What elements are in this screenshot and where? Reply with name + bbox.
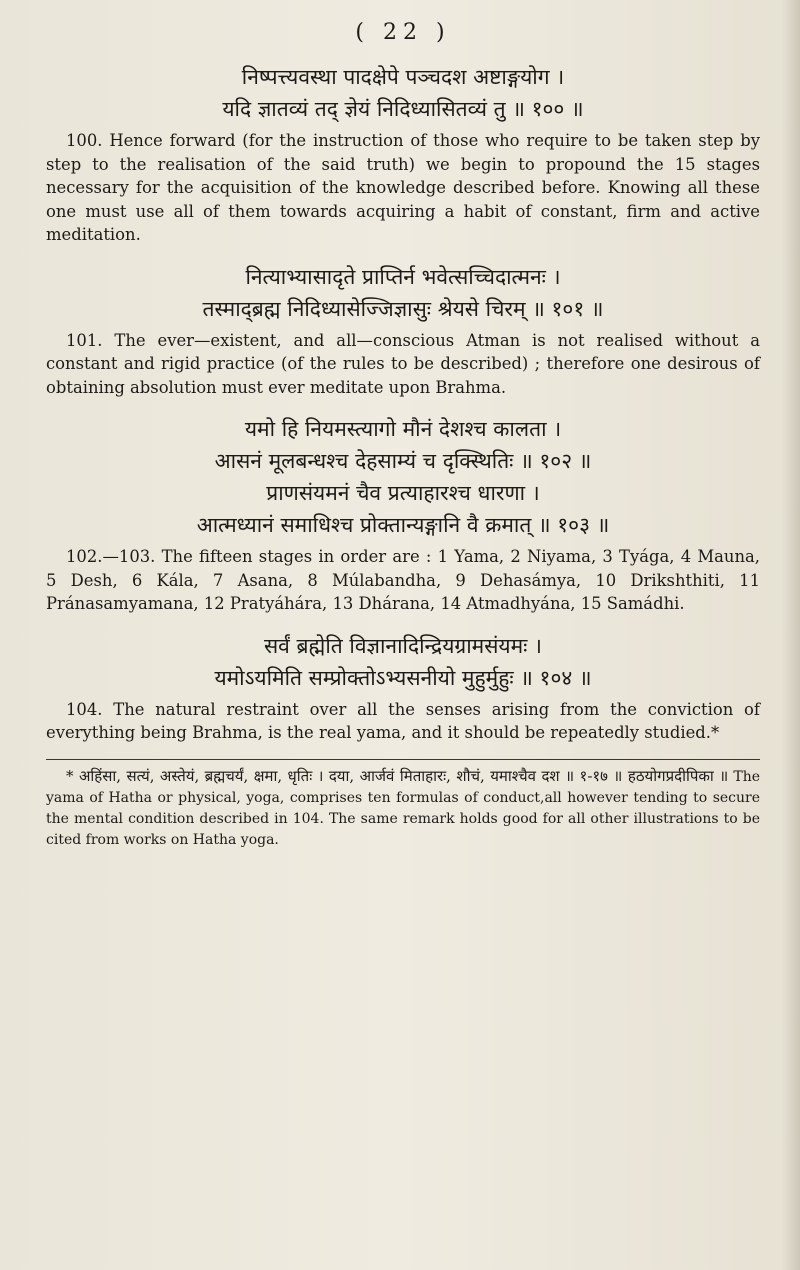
verse-block-101	[46, 261, 760, 400]
verse-line: प्राणसंयमनं चैव प्रत्याहारश्च धारणा ।	[266, 481, 540, 505]
footnote-english: The yama of Hatha or physical, yoga, comprises ten formulas of conduct,all however tending to secure the mental condition described in 104. The same remark holds good for all other illustrations to be cited from works on Hatha yoga.	[46, 768, 760, 848]
verse-line: यमो हि नियमस्त्यागो मौनं देशश्च कालता ।	[244, 417, 562, 441]
page-number: ( 22 )	[355, 20, 451, 45]
verse-line: सर्वं ब्रह्मेति विज्ञानादिन्द्रियग्रामसंयमः ।	[263, 633, 543, 658]
translation-paragraph: 100. Hence forward (for the instruction of those who require to be taken step by step to the realisation of the said truth) we begin to propound the 15 stages necessary for the acquisition of the knowledge described before. Knowing all these one must use all of them towards acquiring a habit of constant, firm and active meditation.	[46, 131, 760, 244]
verse-line: आसनं मूलबन्धश्च देहसाम्यं च दृक्स्थितिः ॥ १०२ ॥	[214, 449, 592, 473]
sanskrit-verse	[46, 61, 760, 125]
verse-line: आत्मध्यानं समाधिश्च प्रोक्तान्यङ्गानि वै क्रमात् ॥ १०३ ॥	[196, 513, 610, 537]
sanskrit-verse	[46, 261, 760, 325]
verse-line: नित्याभ्यासादृते प्राप्तिर्न भवेत्सच्चिदात्मनः ।	[245, 264, 561, 289]
translation-paragraph: 102.—103. The fifteen stages in order are : 1 Yama, 2 Niyama, 3 Tyága, 4 Mauna, 5 Desh, 6 Kála, 7 Asana, 8 Múlabandha, 9 Dehasámya, 10 Drikshthiti, 11 Pránasamyamana, 12 Pratyáhára, 13 Dhárana, 14 Atmadhyána, 15 Samádhi.	[46, 547, 760, 613]
footnote-text	[46, 766, 760, 851]
translation-paragraph: 101. The ever—existent, and all—conscious Atman is not realised without a constant and rigid practice (of the rules to be described) ; therefore one desirous of obtaining absolution must ever meditate upon Brahma.	[46, 330, 760, 397]
verse-line: यदि ज्ञातव्यं तद् ज्ञेयं निदिध्यासितव्यं तु ॥ १०० ॥	[222, 97, 584, 121]
footnote-sanskrit: * अहिंसा, सत्यं, अस्तेयं, ब्रह्मचर्यं, क्षमा, धृतिः । दया, आर्जवं मिताहारः, शौचं, यमाश्चैव दश ॥ १-१७ ॥ हठयोगप्रदीपिका ॥	[66, 766, 729, 785]
translation-paragraph: 104. The natural restraint over all the senses arising from the conviction of everything being Brahma, is the real yama, and it should be repeatedly studied.*	[46, 699, 760, 742]
page-edge-shadow	[782, 0, 800, 1270]
verse-block-100	[46, 61, 760, 247]
sanskrit-verse	[46, 413, 760, 541]
verse-block-102-103	[46, 413, 760, 616]
verse-line: तस्माद्ब्रह्म निदिध्यासेज्जिज्ञासुः श्रेयसे चिरम् ॥ १०१ ॥	[202, 296, 604, 321]
footnote-divider	[46, 759, 760, 760]
footnote	[46, 766, 760, 851]
sanskrit-verse	[46, 630, 760, 694]
verse-block-104	[46, 630, 760, 745]
verse-line: निष्पत्त्यवस्था पादक्षेपे पञ्चदश अष्टाङ्गयोग ।	[241, 65, 565, 89]
verse-line: यमोऽयमिति सम्प्रोक्तोऽभ्यसनीयो मुहुर्मुहुः ॥ १०४ ॥	[214, 665, 592, 690]
